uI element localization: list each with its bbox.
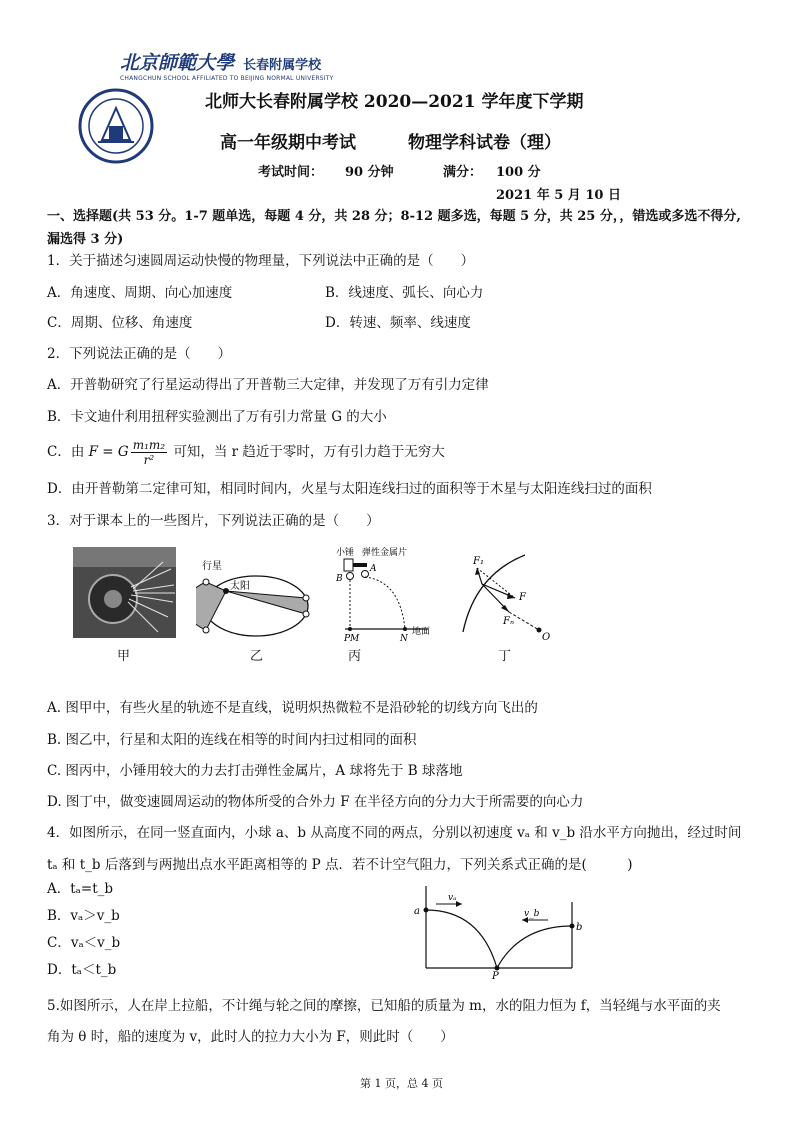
exam-score-value: 100 分 <box>496 165 541 180</box>
exam-score-label: 满分： <box>443 165 483 180</box>
section-heading-cont: 漏选得 3 分) <box>47 232 124 247</box>
school-emblem <box>78 88 154 164</box>
question-1-option-b: B．线速度、弧长、向心力 <box>325 285 484 301</box>
gravitation-formula-fraction <box>131 438 167 467</box>
exam-time-value: 90 分钟 <box>345 165 394 180</box>
question-1-option-d: D．转速、频率、线速度 <box>325 315 471 331</box>
question-1-option-c: C．周期、位移、角速度 <box>47 315 193 331</box>
exam-title: 北师大长春附属学校 2020—2021 学年度下学期 <box>205 92 584 112</box>
center-o-label: O <box>542 632 551 642</box>
question-1-stem: 1．关于描述匀速圆周运动快慢的物理量，下列说法中正确的是（ ） <box>47 253 475 269</box>
question-3-option-a: A. 图甲中，有些火星的轨迹不是直线，说明炽热微粒不是沿砂轮的切线方向飞出的 <box>47 700 538 716</box>
hammer-label: 小锤 <box>336 548 355 558</box>
figure-two-projectiles <box>410 882 595 980</box>
question-3-option-b: B. 图乙中，行星和太阳的连线在相等的时间内扫过相同的面积 <box>47 732 417 748</box>
exam-time-label: 考试时间： <box>258 165 324 180</box>
question-2-option-c <box>47 436 445 468</box>
question-2-option-c-suffix: 可知，当 r 趋近于零时，万有引力趋于无穷大 <box>173 444 445 460</box>
question-4-stem-line1: 4．如图所示，在同一竖直面内，小球 a、b 从高度不同的两点，分别以初速度 vₐ 和 v_b 沿水平方向抛出，经过时间 <box>47 825 742 841</box>
logo-school-name: 长春附属学校 <box>243 58 322 73</box>
sun-label: 太阳 <box>230 581 250 592</box>
question-1-option-a: A．角速度、周期、向心加速度 <box>47 285 233 301</box>
exam-name: 高一年级期中考试 <box>220 133 356 153</box>
question-3-option-c: C. 图丙中，小锤用较大的力去打击弹性金属片，A 球将先于 B 球落地 <box>47 763 463 779</box>
question-2-option-a: A．开普勒研究了行星运动得出了开普勒三大定律，并发现了万有引力定律 <box>47 377 489 393</box>
ball-b-label: B <box>336 574 343 584</box>
planet-label: 行星 <box>202 561 222 572</box>
force-fn-label: Fₙ <box>503 616 514 627</box>
figure-kepler-orbit <box>196 558 316 640</box>
question-4-option-a: A．tₐ=t_b <box>47 881 114 897</box>
figure-label-yi: 乙 <box>250 649 264 664</box>
ball-b-label: b <box>576 922 583 933</box>
figure-grinding-wheel <box>73 547 176 638</box>
figure-label-ding: 丁 <box>498 649 512 664</box>
formula-numerator: m₁m₂ <box>132 438 166 452</box>
ball-a-label: a <box>414 906 420 917</box>
question-4-option-b: B．vₐ＞v_b <box>47 908 120 924</box>
ground-label: 地面 <box>412 627 431 637</box>
section-heading: 一、选择题(共 53 分。1-7 题单选，每题 4 分，共 28 分；8-12 题多选，每题 5 分，共 25 分，，错选或多选不得分, <box>47 209 741 224</box>
force-f-label: F <box>519 592 526 603</box>
question-5-stem-line2: 角为 θ 时，船的速度为 v，此时人的拉力大小为 F，则此时（ ） <box>47 1029 454 1045</box>
question-3-stem: 3．对于课本上的一些图片，下列说法正确的是（ ） <box>47 513 380 529</box>
page-footer: 第 1 页，总 4 页 <box>360 1077 443 1090</box>
university-logo <box>120 48 333 82</box>
point-pm-label: PM <box>344 634 360 644</box>
figure-label-bing: 丙 <box>348 649 362 664</box>
exam-date: 2021 年 5 月 10 日 <box>496 188 621 203</box>
question-4-option-d: D．tₐ＜t_b <box>47 962 117 978</box>
question-3-option-d: D. 图丁中，做变速圆周运动的物体所受的合外力 F 在半径方向的分力大于所需要的向心力 <box>47 794 584 810</box>
question-2-option-c-prefix: C．由 <box>47 444 85 460</box>
point-n-label: N <box>400 634 408 644</box>
figure-label-jia: 甲 <box>117 649 131 664</box>
question-5-stem-line1: 5.如图所示，人在岸上拉船，不计绳与轮之间的摩擦，已知船的质量为 m，水的阻力恒为 f，当轻绳与水平面的夹 <box>47 998 721 1014</box>
question-2-option-b: B．卡文迪什利用扭秤实验测出了万有引力常量 G 的大小 <box>47 409 387 425</box>
ball-a-label: A <box>370 564 377 574</box>
figure-force-decomposition <box>455 550 555 642</box>
logo-english-name: CHANGCHUN SCHOOL AFFILIATED TO BEIJING NORMAL UNIVERSITY <box>120 75 334 82</box>
question-2-stem: 2．下列说法正确的是（ ） <box>47 346 232 362</box>
velocity-a-label: vₐ <box>448 893 457 903</box>
question-4-stem-line2: tₐ 和 t_b 后落到与两抛出点水平距离相等的 P 点．若不计空气阻力，下列关系式正确的是( ) <box>47 857 633 873</box>
figure-projectile-drop <box>330 545 440 645</box>
question-4-option-c: C．vₐ＜v_b <box>47 935 121 951</box>
exam-subject: 物理学科试卷（理） <box>408 133 561 153</box>
question-2-option-d: D．由开普勒第二定律可知，相同时间内，火星与太阳连线扫过的面积等于木星与太阳连线扫过的面积 <box>47 481 652 497</box>
logo-university-name: 北京師範大學 <box>120 52 235 74</box>
force-f1-label: F₁ <box>473 556 484 567</box>
formula-denominator: r² <box>143 453 155 467</box>
velocity-b-label: v_b <box>524 909 540 919</box>
gravitation-formula-lhs: F = G <box>88 444 129 460</box>
spring-plate-label: 弹性金属片 <box>362 548 408 558</box>
point-p-label: P <box>492 971 499 980</box>
